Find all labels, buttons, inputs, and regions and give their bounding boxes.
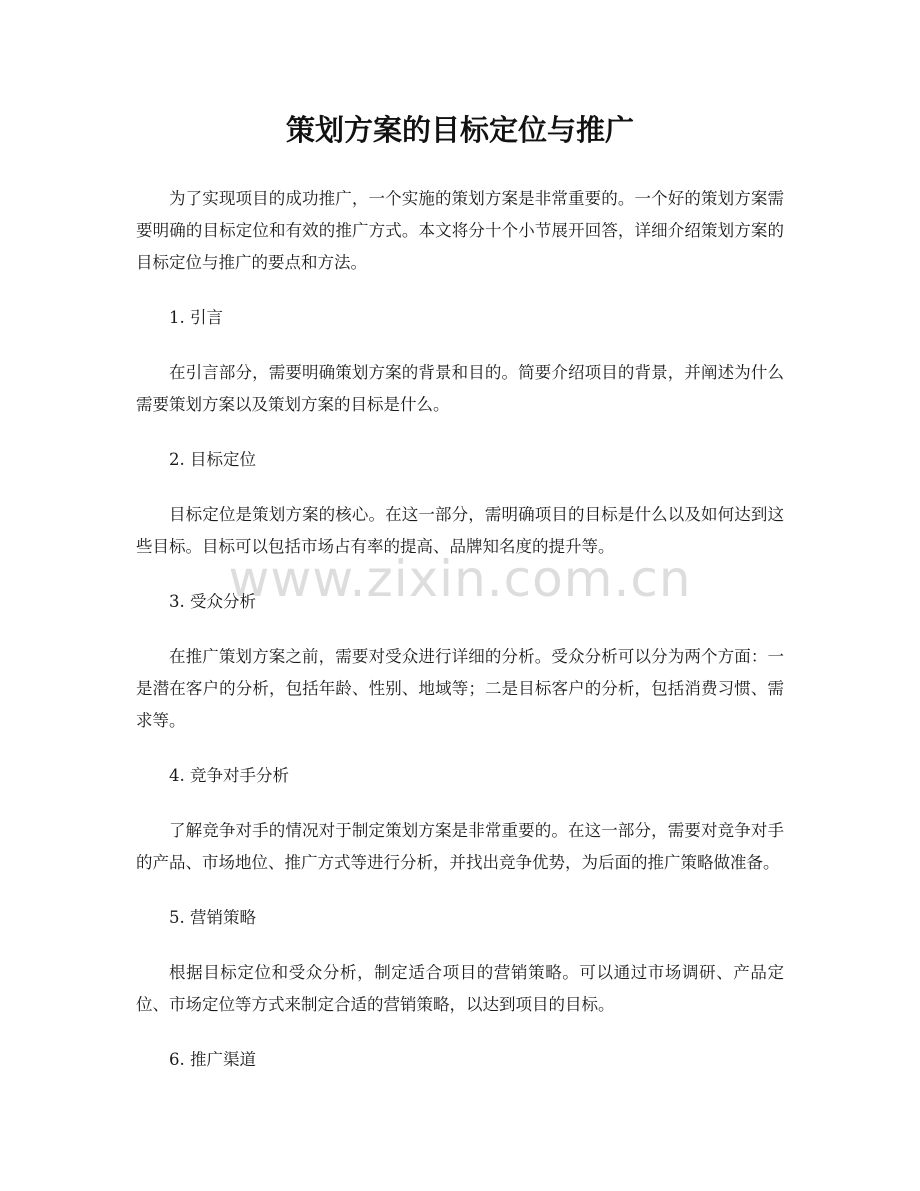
section-heading-intro: 1. 引言: [169, 308, 223, 327]
document-body: [136, 183, 784, 1099]
section-heading-marketing-strategy: 5. 营销策略: [169, 908, 256, 927]
section-body-intro: 在引言部分，需要明确策划方案的背景和目的。简要介绍项目的背景，并阐述为什么需要策划方案以及策划方案的目标是什么。: [136, 363, 784, 414]
section-body-marketing-strategy: 根据目标定位和受众分析，制定适合项目的营销策略。可以通过市场调研、产品定位、市场定位等方式来制定合适的营销策略，以达到项目的目标。: [136, 963, 784, 1014]
watermark: www.zixin.com.cn: [228, 550, 692, 608]
section-heading-competitor-analysis: 4. 竞争对手分析: [169, 766, 289, 785]
section-body-target-positioning: 目标定位是策划方案的核心。在这一部分，需明确项目的目标是什么以及如何达到这些目标。目标可以包括市场占有率的提高、品牌知名度的提升等。: [136, 505, 784, 556]
section-heading-promotion-channels: 6. 推广渠道: [169, 1050, 256, 1069]
section-body-competitor-analysis: 了解竞争对手的情况对于制定策划方案是非常重要的。在这一部分，需要对竞争对手的产品、市场地位、推广方式等进行分析，并找出竞争优势，为后面的推广策略做准备。: [136, 821, 784, 872]
section-heading-audience-analysis: 3. 受众分析: [169, 592, 256, 611]
intro-paragraph: 为了实现项目的成功推广，一个实施的策划方案是非常重要的。一个好的策划方案需要明确的目标定位和有效的推广方式。本文将分十个小节展开回答，详细介绍策划方案的目标定位与推广的要点和方法。: [136, 189, 784, 272]
section-heading-target-positioning: 2. 目标定位: [169, 450, 256, 469]
section-body-audience-analysis: 在推广策划方案之前，需要对受众进行详细的分析。受众分析可以分为两个方面：一是潜在客户的分析，包括年龄、性别、地域等；二是目标客户的分析，包括消费习惯、需求等。: [136, 647, 784, 730]
document-title: 策划方案的目标定位与推广: [285, 113, 634, 147]
